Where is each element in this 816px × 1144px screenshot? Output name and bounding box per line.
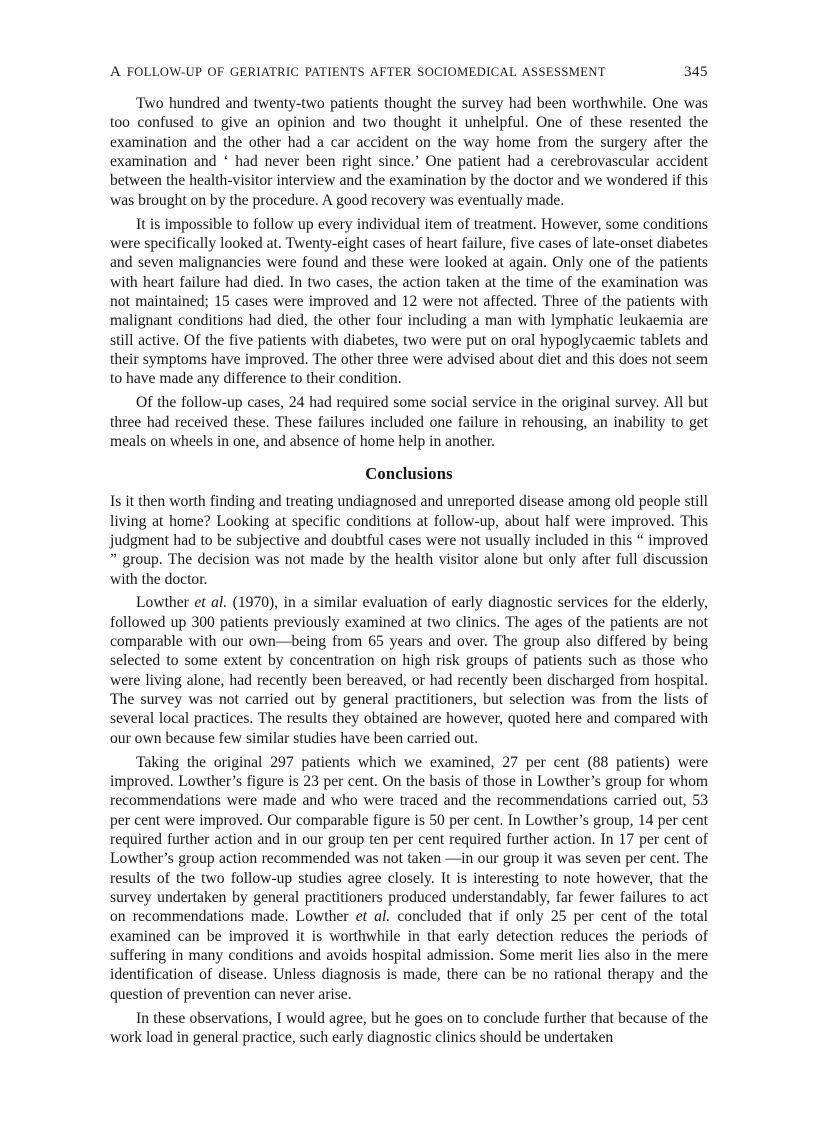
page-number: 345 [684,64,708,80]
paragraph: It is impossible to follow up every individual item of treatment. However, some conditions were specifically looked at. Twenty-eight cases of heart failure, five cases of late-onset diabetes and seven malignancies were found and these were looked at again. Only one of the patients with heart failure had died. In two cases, the action taken at the time of the examination was not maintained; 15 cases were improved and 12 were not affected. Three of the patients with malignant conditions had died, the other four including a man with lymphatic leukaemia are still active. Of the five patients with diabetes, two were put on oral hypoglycaemic tablets and their symptoms have improved. The other three were advised about diet and this does not seem to have made any difference to their condition. [110,215,708,388]
article-body [110,94,708,1047]
italic-citation: et al. [355,908,391,926]
paragraph: Two hundred and twenty-two patients thought the survey had been worthwhile. One was too confused to give an opinion and two thought it unhelpful. One of these resented the examination and the other had a car accident on the way home from the surgery after the examination and ‘ had never been right since.’ One patient had a cerebrovascular accident between the health-visitor interview and the examination by the doctor and we wondered if this was brought on by the procedure. A good recovery was eventually made. [110,95,708,209]
paragraph: Of the follow-up cases, 24 had required some social service in the original survey. All but three had received these. These failures included one failure in rehousing, an inability to get meals on wheels in one, and absence of home help in another. [110,394,708,450]
paragraph: In these observations, I would agree, but he goes on to conclude further that because of the work load in general practice, such early diagnostic clinics should be undertaken [110,1009,708,1046]
italic-citation: et al. [194,594,228,612]
running-title: A FOLLOW-UP OF GERIATRIC PATIENTS AFTER SOCIOMEDICAL ASSESSMENT [110,64,606,80]
paragraph: Lowther et al. (1970), in a similar evaluation of early diagnostic services for the elderly, followed up 300 patients previously examined at two clinics. The ages of the patients are not comparable with our own—being from 65 years and over. The group also differed by being selected to some extent by concentration on high risk groups of patients such as those who were living alone, had recently been bereaved, or had recently been discharged from hospital. The survey was not carried out by general practitioners, but selection was from the lists of several local practices. The results they obtained are however, quoted here and compared with our own because few similar studies have been carried out. [110,594,708,747]
section-heading: Conclusions [365,464,453,484]
paragraph: Taking the original 297 patients which we examined, 27 per cent (88 patients) were improved. Lowther’s figure is 23 per cent. On the basis of those in Lowther’s group for whom recommendations were made and who were traced and the recommendations carried out, 53 per cent were improved. Our comparable figure is 50 per cent. In Lowther’s group, 14 per cent required further action and in our group ten per cent required further action. In 17 per cent of Lowther’s group action recommended was not taken —in our group it was seven per cent. The results of the two follow-up studies agree closely. It is interesting to note however, that the survey undertaken by general practitioners produced understandably, far fewer failures to act on recommendations made. Lowther et al. concluded that if only 25 per cent of the total examined can be improved it is worthwhile in that early detection reduces the periods of suffering in many conditions and avoids hospital admission. Some merit lies also in the mere identification of disease. Unless diagnosis is made, there can be no rational therapy and the question of prevention can never arise. [110,753,708,1003]
running-head [110,64,708,81]
paragraph: Is it then worth finding and treating undiagnosed and unreported disease among old people still living at home? Looking at specific conditions at follow-up, about half were improved. This judgment had to be subjective and doubtful cases were not usually included in this “ improved ” group. The decision was not made by the health visitor alone but only after full discussion with the doctor. [110,493,708,588]
